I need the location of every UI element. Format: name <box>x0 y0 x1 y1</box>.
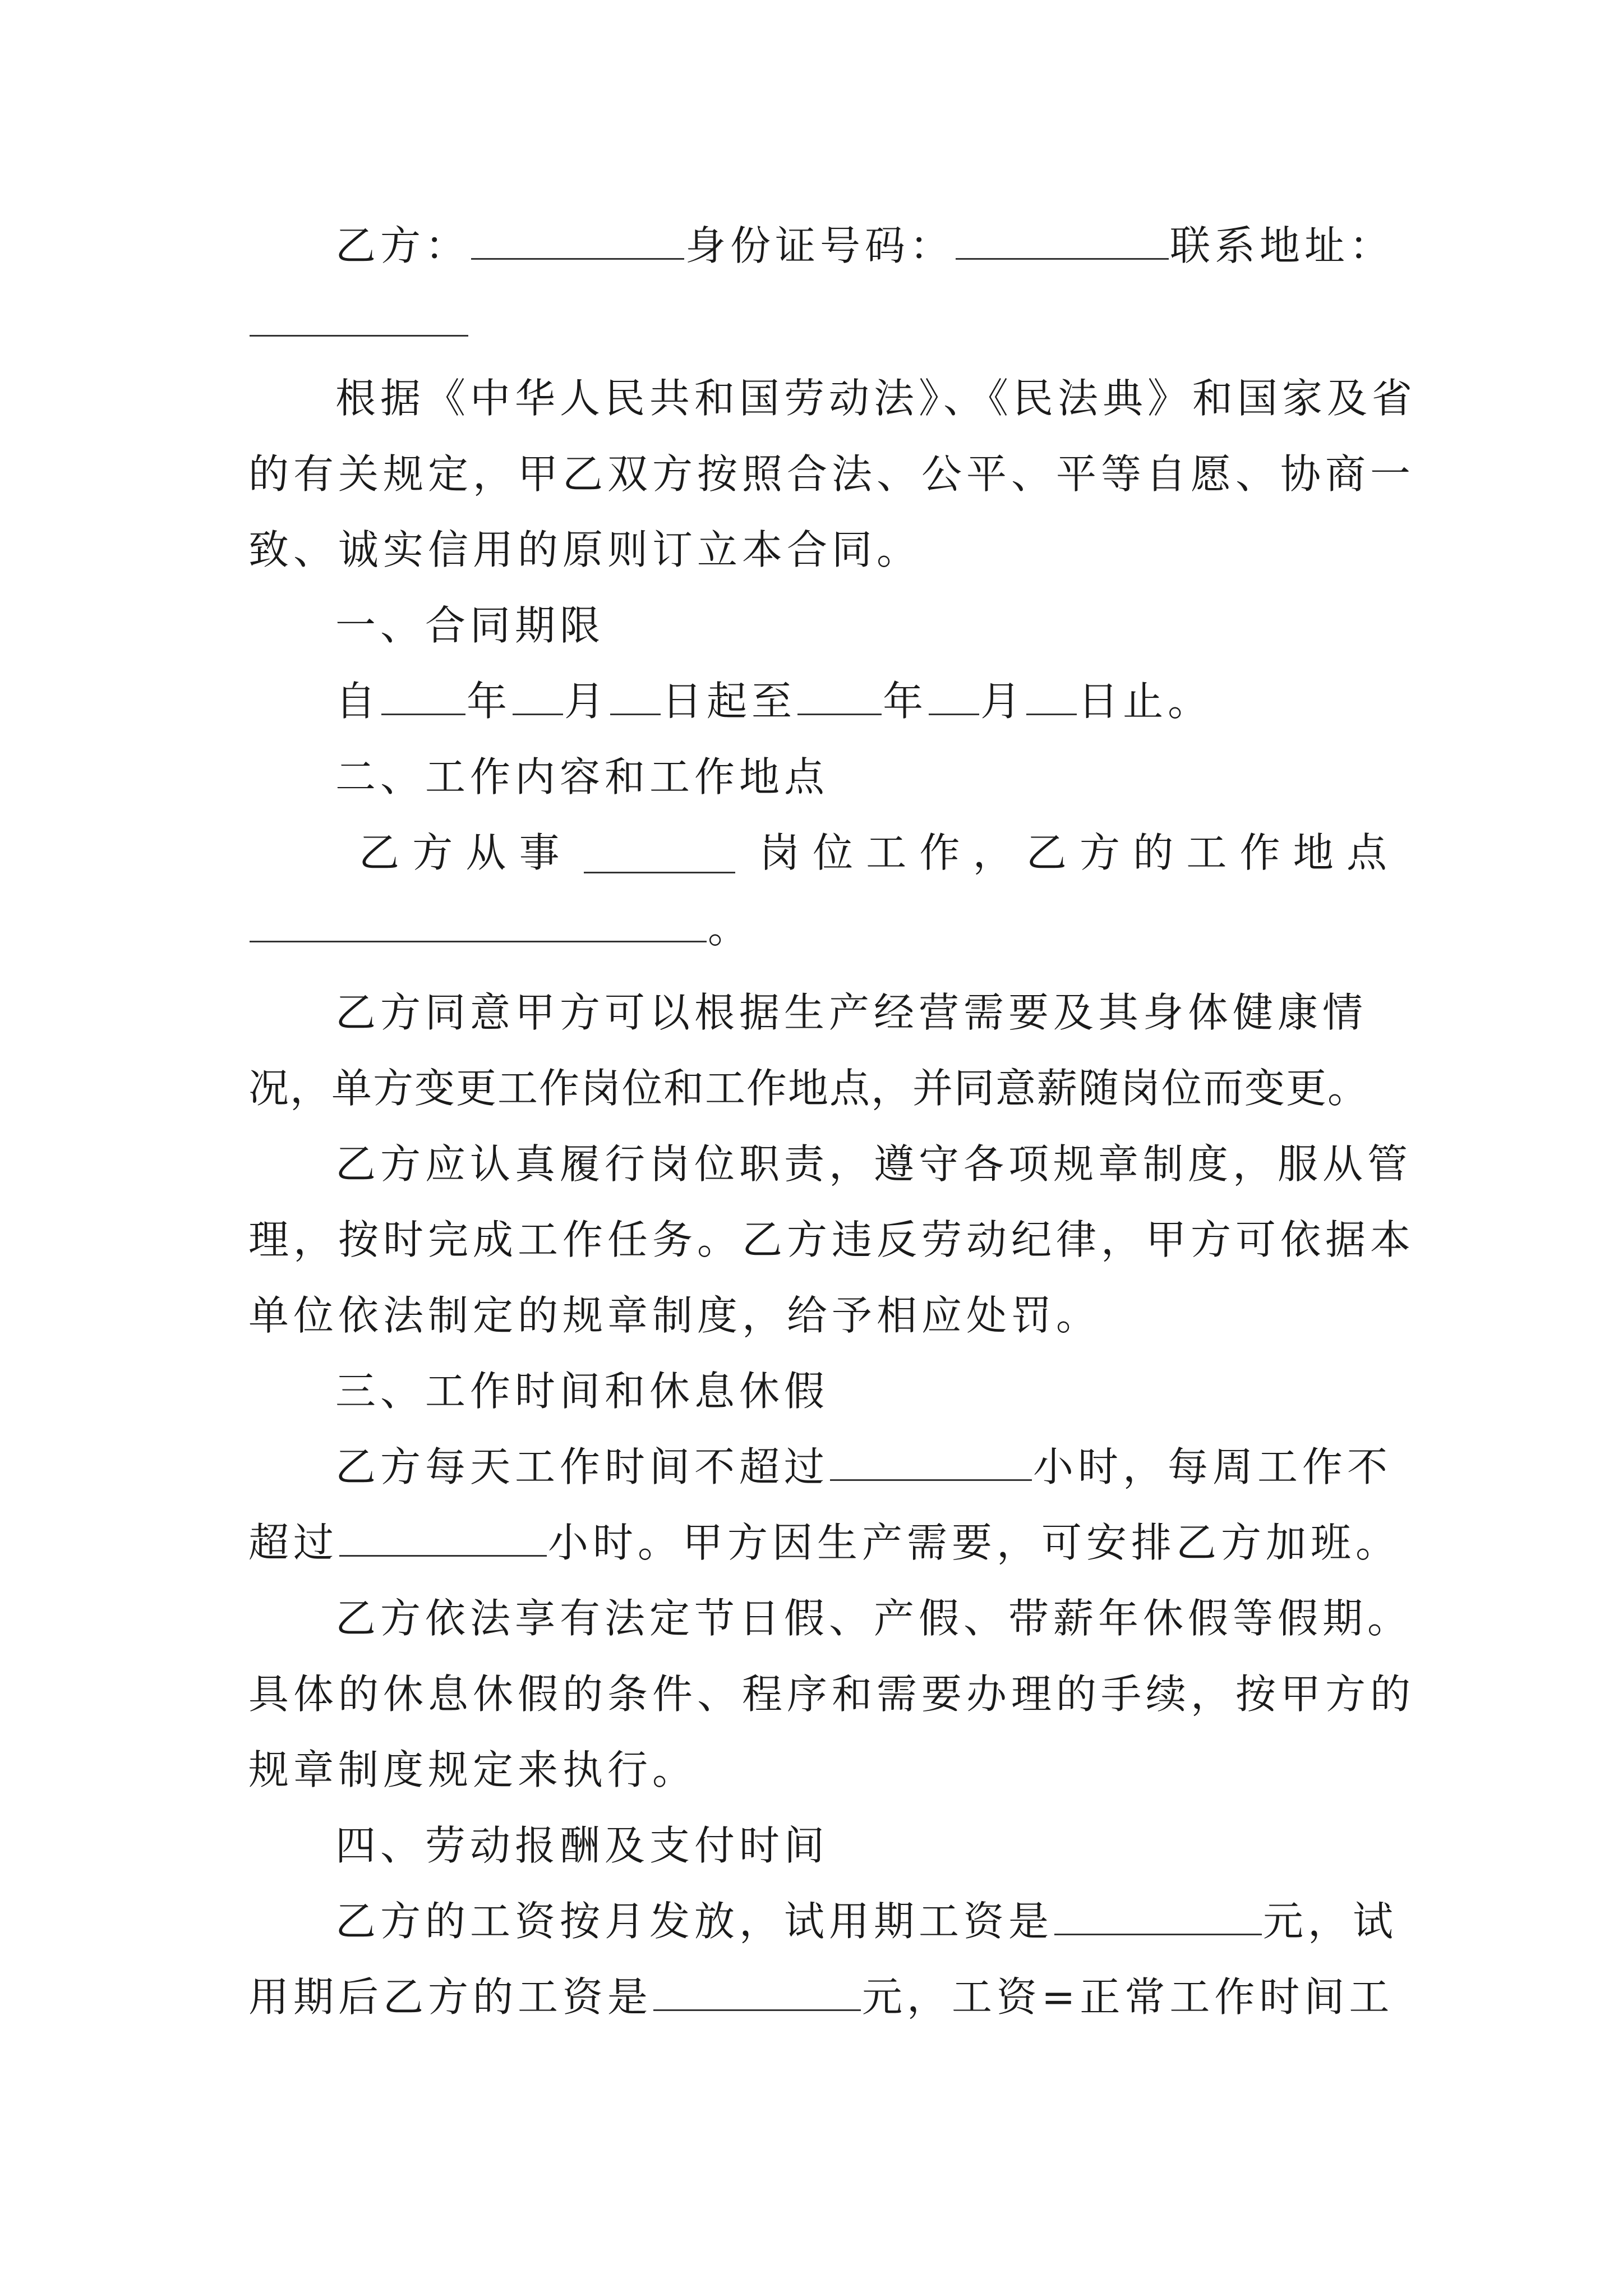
place-char: 工 <box>1186 829 1227 876</box>
party-b-name-blank[interactable] <box>471 219 684 260</box>
end-year-label: 年 <box>883 678 928 725</box>
place-char: 点 <box>1346 829 1387 876</box>
place-char: 位 <box>813 829 854 876</box>
post-char: 从 <box>465 829 506 876</box>
party-b-label: 乙方： <box>335 222 471 269</box>
start-day-label: 日起至 <box>662 678 797 725</box>
daily-hours-text: 乙方每天工作时间不超过 <box>335 1443 829 1490</box>
regular-wage-text: 用期后乙方的工资是 <box>248 1973 653 2021</box>
start-day-blank[interactable] <box>610 674 661 715</box>
address-blank[interactable] <box>250 296 468 337</box>
s2-p3-line-2: 理，按时完成工作任务。乙方违反劳动纪律，甲方可依据本 <box>248 1216 1415 1263</box>
post-char: 乙 <box>359 829 400 876</box>
term-from-label: 自 <box>335 678 381 725</box>
intro-line-1: 根据《中华人民共和国劳动法》、《民法典》和国家及省 <box>335 375 1417 422</box>
party-b-line <box>335 212 1395 279</box>
exceed-text: 超过 <box>248 1519 339 1566</box>
probation-wage-blank[interactable] <box>1054 1894 1262 1935</box>
place-char: 作 <box>919 829 960 876</box>
place-char: 的 <box>1133 829 1174 876</box>
s2-p2-line-2: 况，单方变更工作岗位和工作地点，并同意薪随岗位而变更。 <box>248 1065 1370 1112</box>
probation-wage-line <box>335 1888 1398 1955</box>
post-char: 方 <box>412 829 453 876</box>
weekly-text: 小时，每周工作不 <box>1033 1443 1393 1490</box>
end-day-blank[interactable] <box>1026 674 1077 715</box>
s2-p3-line-3: 单位依法制定的规章制度，给予相应处罚。 <box>248 1292 1101 1339</box>
place-char: 作 <box>1239 829 1280 876</box>
intro-line-2: 的有关规定，甲乙双方按照合法、公平、平等自愿、协商一 <box>248 450 1415 498</box>
work-place-line <box>248 895 1387 962</box>
post-char: 事 <box>519 829 560 876</box>
s3-p2-line-2: 具体的休息休假的条件、程序和需要办理的手续，按甲方的 <box>248 1671 1415 1718</box>
place-char: 方 <box>1080 829 1121 876</box>
start-year-label: 年 <box>467 678 512 725</box>
end-year-blank[interactable] <box>797 674 882 715</box>
address-label: 联系地址： <box>1170 222 1395 269</box>
regular-wage-line <box>248 1963 1394 2031</box>
id-number-blank[interactable] <box>956 219 1169 260</box>
daily-hours-line <box>335 1433 1393 1501</box>
place-char: 工 <box>866 829 907 876</box>
work-place-blank[interactable] <box>250 901 707 942</box>
regular-wage-blank[interactable] <box>653 1970 861 2011</box>
place-char: ， <box>972 829 1013 876</box>
section-2-heading: 二、工作内容和工作地点 <box>335 753 829 800</box>
place-char: 地 <box>1293 829 1334 876</box>
end-month-blank[interactable] <box>929 674 979 715</box>
post-blank[interactable] <box>584 832 735 873</box>
weekly-hours-line <box>248 1509 1401 1576</box>
work-post-line <box>359 819 1387 886</box>
place-char: 乙 <box>1026 829 1067 876</box>
id-number-label: 身份证号码： <box>685 222 955 269</box>
overtime-text: 小时。甲方因生产需要，可安排乙方加班。 <box>548 1519 1401 1566</box>
start-year-blank[interactable] <box>381 674 465 715</box>
end-day-label: 日止。 <box>1078 678 1213 725</box>
section-1-heading: 一、合同期限 <box>335 602 605 649</box>
yuan-text-1: 元，试 <box>1263 1898 1398 1945</box>
intro-line-3: 致、诚实信用的原则订立本合同。 <box>248 526 922 573</box>
section-4-heading: 四、劳动报酬及支付时间 <box>335 1822 829 1869</box>
start-month-blank[interactable] <box>513 674 563 715</box>
s2-p2-line-1: 乙方同意甲方可以根据生产经营需要及其身体健康情 <box>335 989 1368 1036</box>
s3-p2-line-3: 规章制度规定来执行。 <box>248 1746 698 1793</box>
start-month-label: 月 <box>564 678 610 725</box>
daily-hours-blank[interactable] <box>830 1440 1032 1481</box>
address-line <box>248 289 1387 356</box>
term-line <box>335 668 1387 735</box>
s3-p2-line-1: 乙方依法享有法定节日假、产假、带薪年休假等假期。 <box>335 1595 1413 1642</box>
section-3-heading: 三、工作时间和休息休假 <box>335 1368 829 1415</box>
probation-wage-text: 乙方的工资按月发放，试用期工资是 <box>335 1898 1054 1945</box>
period: 。 <box>708 905 753 952</box>
wage-formula-text: 元，工资=正常工作时间工 <box>862 1973 1394 2021</box>
end-month-label: 月 <box>980 678 1026 725</box>
s2-p3-line-1: 乙方应认真履行岗位职责，遵守各项规章制度，服从管 <box>335 1140 1413 1188</box>
place-char: 岗 <box>759 829 800 876</box>
weekly-hours-blank[interactable] <box>339 1516 547 1557</box>
